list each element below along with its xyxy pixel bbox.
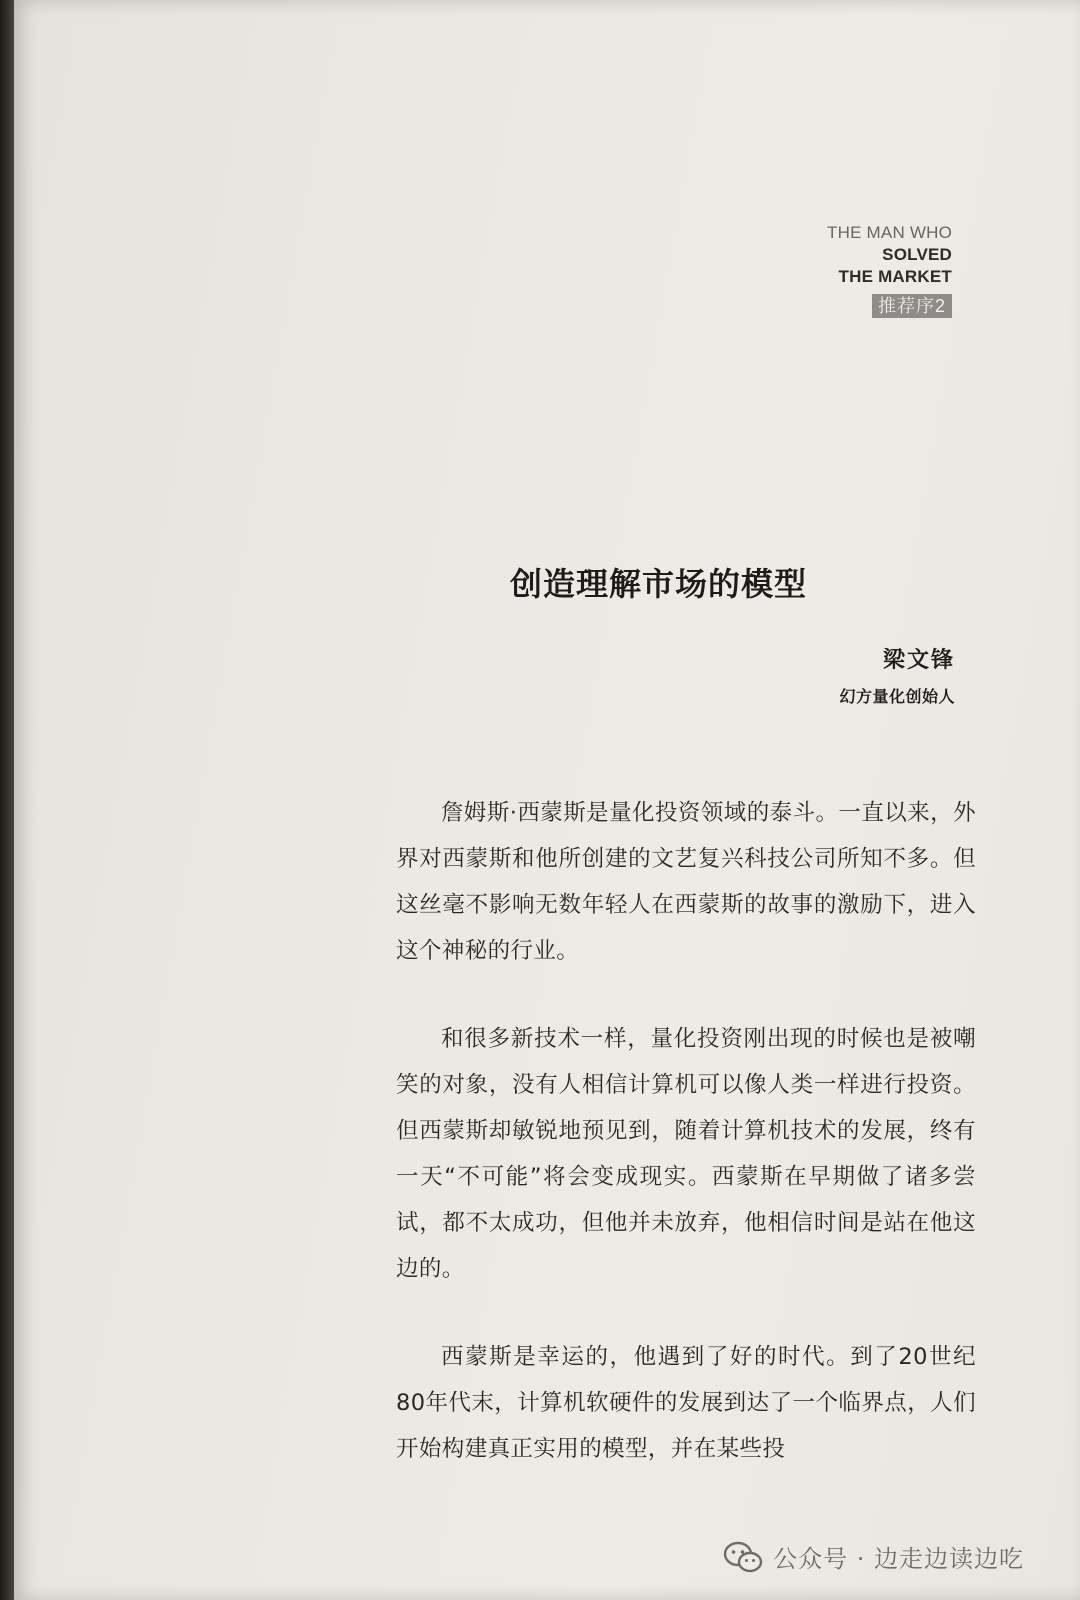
book-running-header (827, 222, 952, 318)
watermark (723, 1539, 1024, 1574)
paragraph-1: 詹姆斯·西蒙斯是量化投资领域的泰斗。一直以来，外界对西蒙斯和他所创建的文艺复兴科技公司所知不多。但这丝毫不影响无数年轻人在西蒙斯的故事的激励下，进入这个神秘的行业。 (396, 800, 976, 964)
wechat-icon (723, 1541, 763, 1573)
watermark-text: 公众号 · 边走边读边吃 (773, 1545, 1024, 1573)
section-tag: 推荐序2 (872, 294, 952, 318)
book-page (14, 0, 1080, 1600)
book-spine-edge (0, 0, 14, 1600)
body-text (396, 790, 976, 1472)
author-block (839, 646, 955, 708)
book-title-line-3: THE MARKET (838, 267, 952, 286)
book-title-line-2: SOLVED (882, 245, 952, 264)
book-title-line-1: THE MAN WHO (827, 223, 952, 242)
paragraph-2: 和很多新技术一样，量化投资刚出现的时候也是被嘲笑的对象，没有人相信计算机可以像人类一样进行投资。但西蒙斯却敏锐地预见到，随着计算机技术的发展，终有一天“不可能”将会变成现实。西蒙斯在早期做了诸多尝试，都不太成功，但他并未放弃，他相信时间是站在他这边的。 (396, 1026, 976, 1282)
author-name: 梁文锋 (882, 648, 955, 673)
paragraph-3: 西蒙斯是幸运的，他遇到了好的时代。到了20世纪80年代末，计算机软硬件的发展到达了一个临界点，人们开始构建真正实用的模型，并在某些投 (396, 1344, 976, 1462)
author-role: 幻方量化创始人 (839, 687, 955, 706)
chapter-title: 创造理解市场的模型 (510, 565, 808, 603)
